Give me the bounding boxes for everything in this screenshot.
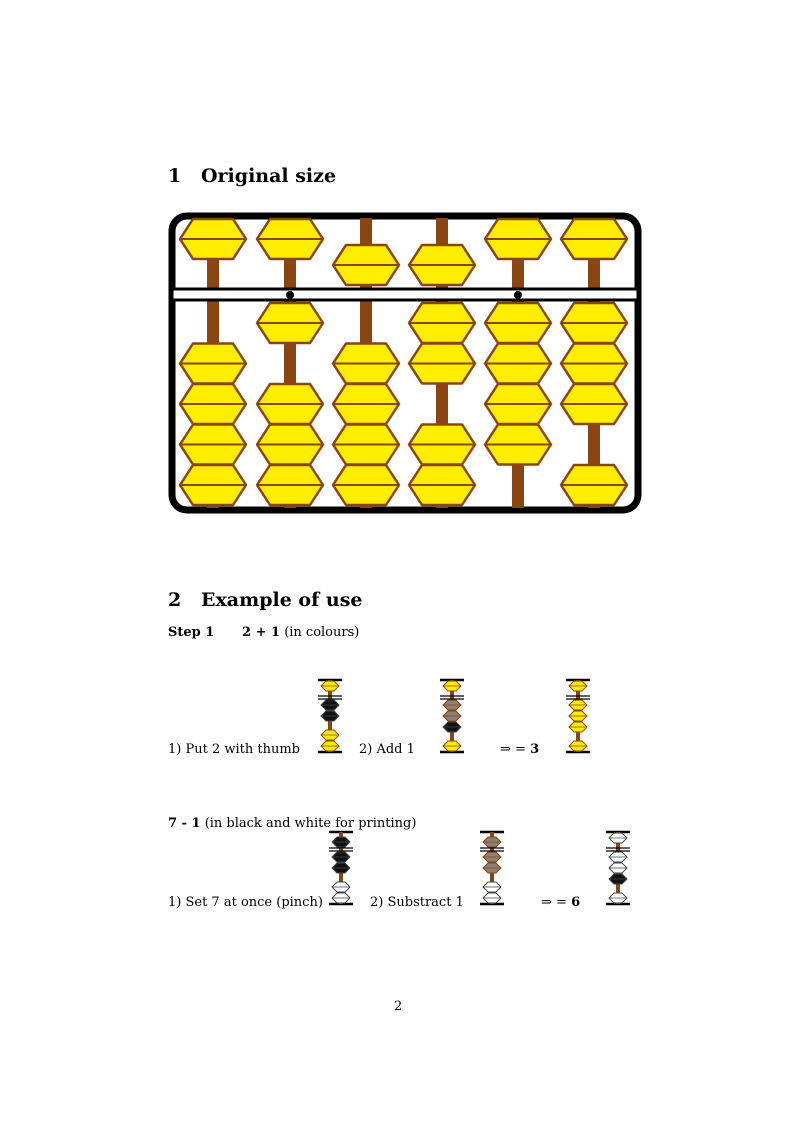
example-1-result-value: 3 [530, 742, 540, 757]
section-2-title: Example of use [201, 589, 363, 611]
bead [483, 882, 501, 892]
bead [180, 344, 246, 384]
unit-mark-dot [514, 291, 522, 299]
bead [333, 344, 399, 384]
bead [485, 344, 551, 384]
bead [321, 700, 339, 710]
bead [409, 344, 475, 384]
bead [409, 465, 475, 505]
bead [321, 741, 339, 751]
abacus-example-2-step-b [480, 830, 504, 906]
bead [257, 465, 323, 505]
bead [332, 852, 350, 862]
example-1-step-b-text: 2) Add 1 [359, 742, 415, 757]
bead [561, 465, 627, 505]
bead [443, 711, 461, 721]
bead [332, 893, 350, 903]
example-1-note: (in colours) [284, 625, 360, 640]
bead [443, 722, 461, 732]
example-2-heading [168, 817, 416, 830]
section-2-heading [168, 589, 363, 611]
bead [180, 465, 246, 505]
bead [180, 425, 246, 465]
abacus-example-1-result [566, 678, 590, 754]
bead [409, 425, 475, 465]
bead [443, 700, 461, 710]
example-1-step-a-text: 1) Put 2 with thumb [168, 742, 300, 757]
bead [561, 219, 627, 259]
bead [561, 303, 627, 343]
example-2-result-arrow: ⇒ = [541, 895, 567, 910]
bead [609, 852, 627, 862]
bead [483, 852, 501, 862]
abacus-example-1-step-a [318, 678, 342, 754]
section-2-number: 2 [168, 589, 182, 611]
bead [321, 730, 339, 740]
abacus-main [168, 212, 642, 514]
section-1-heading [168, 165, 336, 187]
bead [257, 425, 323, 465]
bead [609, 893, 627, 903]
bead [257, 303, 323, 343]
bead [569, 681, 587, 691]
section-1-number: 1 [168, 165, 182, 187]
bead [609, 833, 627, 843]
bead [332, 863, 350, 873]
example-2-step-b-text: 2) Substract 1 [370, 895, 464, 910]
bead [332, 882, 350, 892]
bead [333, 245, 399, 285]
page-number: 2 [394, 999, 403, 1014]
bead [561, 384, 627, 424]
bead [485, 425, 551, 465]
bead [483, 893, 501, 903]
bead [332, 837, 350, 847]
abacus-beam [172, 289, 638, 300]
example-1-heading [242, 626, 359, 639]
bead [257, 384, 323, 424]
bead [333, 465, 399, 505]
example-2-step-a-text: 1) Set 7 at once (pinch) [168, 895, 323, 910]
example-1-expression: 2 + 1 [242, 625, 281, 640]
bead [569, 711, 587, 721]
example-2-note: (in black and white for printing) [204, 816, 417, 831]
example-2-expression: 7 - 1 [168, 816, 201, 831]
example-1-result [500, 743, 539, 756]
bead [409, 245, 475, 285]
bead [609, 863, 627, 873]
abacus-example-2-step-a [329, 830, 353, 906]
bead [609, 874, 627, 884]
example-2-result [541, 896, 580, 909]
bead [180, 219, 246, 259]
bead [569, 722, 587, 732]
bead [485, 303, 551, 343]
unit-mark-dot [286, 291, 294, 299]
bead [333, 384, 399, 424]
bead [569, 700, 587, 710]
example-2-result-value: 6 [571, 895, 581, 910]
section-1-title: Original size [201, 165, 337, 187]
bead [485, 219, 551, 259]
bead [483, 863, 501, 873]
bead [483, 837, 501, 847]
bead [321, 711, 339, 721]
bead [569, 741, 587, 751]
bead [321, 681, 339, 691]
bead [443, 681, 461, 691]
bead [443, 741, 461, 751]
step-1-label: Step 1 [168, 625, 215, 640]
abacus-example-1-step-b [440, 678, 464, 754]
bead [257, 219, 323, 259]
bead [409, 303, 475, 343]
bead [561, 344, 627, 384]
bead [180, 384, 246, 424]
bead [333, 425, 399, 465]
bead [485, 384, 551, 424]
abacus-example-2-result [606, 830, 630, 906]
example-1-result-arrow: ⇒ = [500, 742, 526, 757]
